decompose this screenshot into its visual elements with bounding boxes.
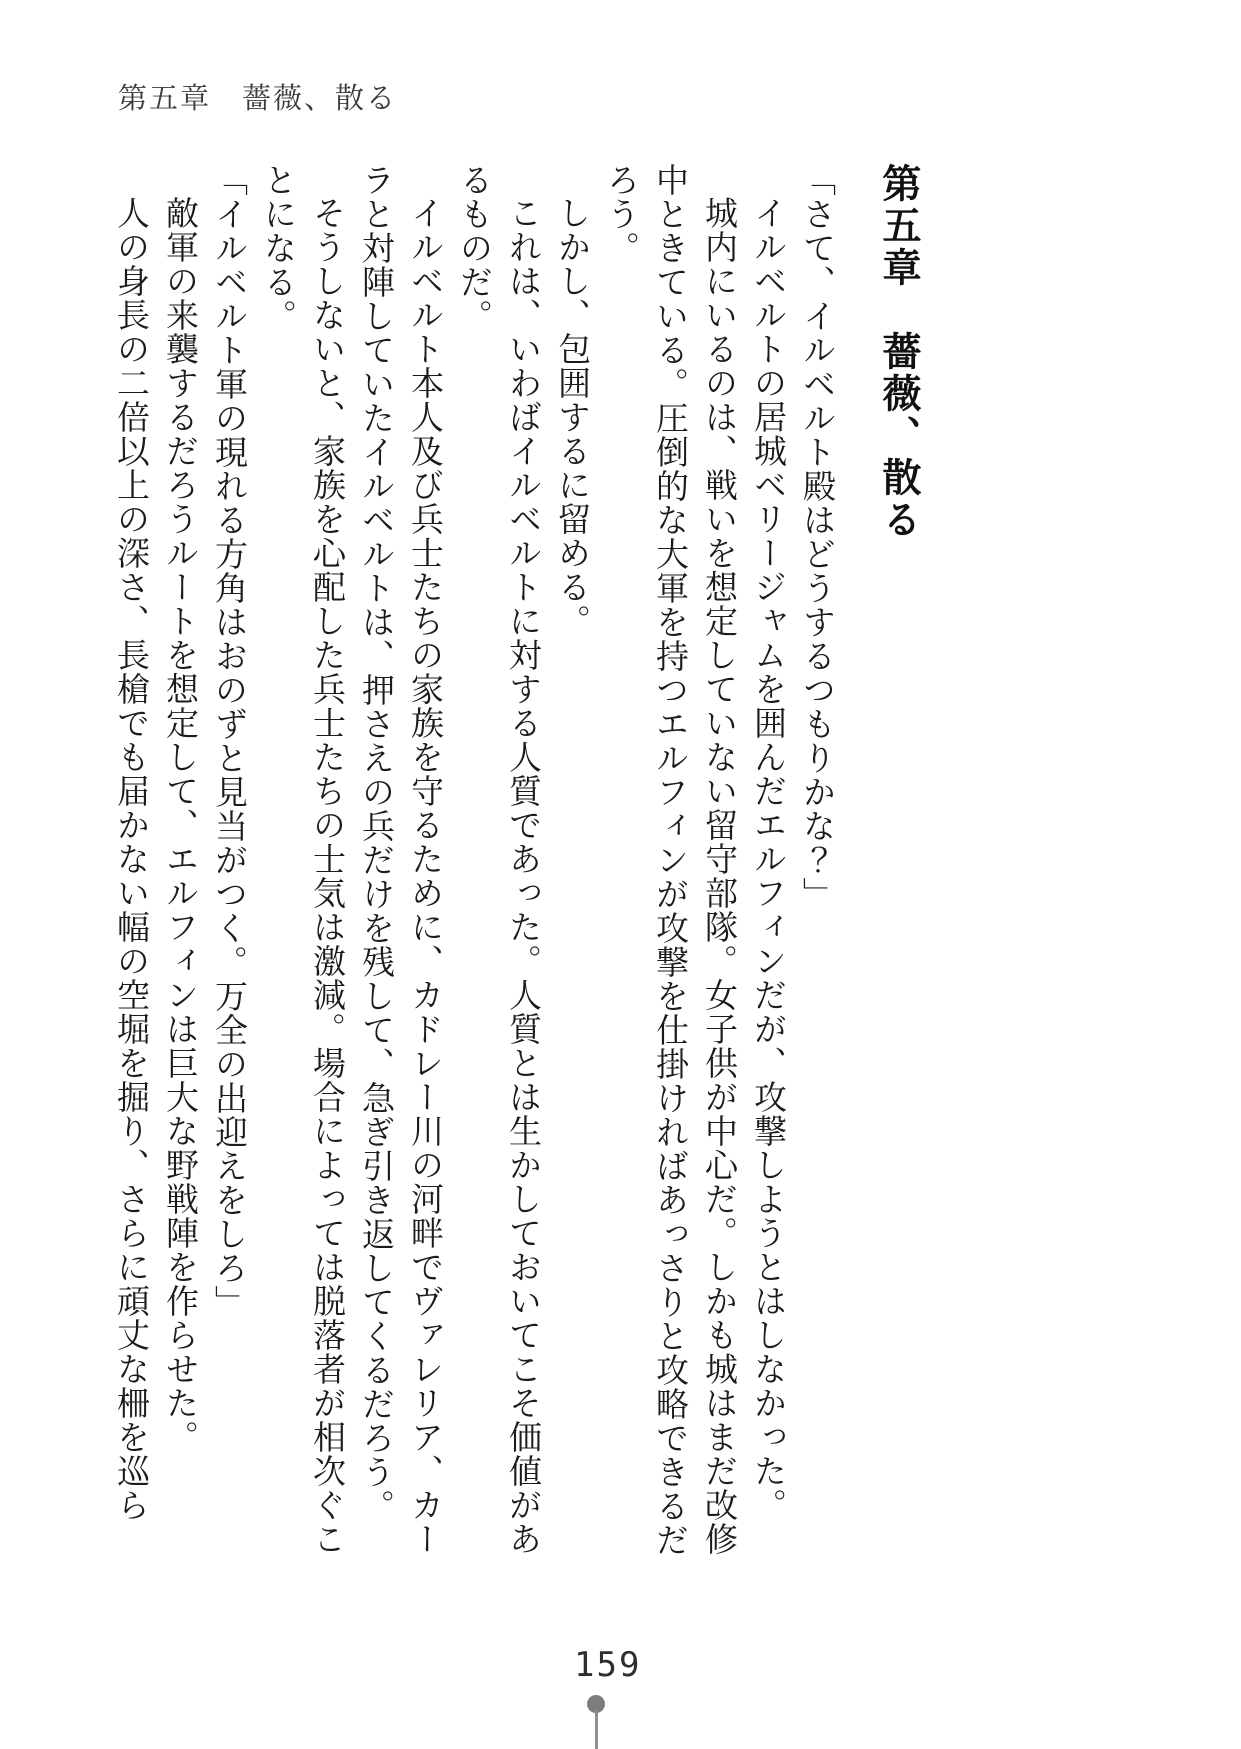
paragraph: 「さて、イルベルト殿はどうするつもりかな？」 [798, 163, 834, 911]
pin-line [595, 1711, 598, 1749]
chapter-title: 第五章 薔薇、散る [877, 163, 920, 541]
paragraph: 敵軍の来襲するだろうルートを想定して、エルフィンは巨大な野戦陣を作らせた。 [161, 196, 197, 1454]
bookmark-pin-icon[interactable] [586, 1695, 606, 1749]
paragraph: 「イルベルト軍の現れる方角はおのずと見当がつく。万全の出迎えをしろ」 [210, 163, 246, 1319]
page-number: 159 [574, 1645, 642, 1685]
main-text-block [105, 163, 930, 1563]
paragraph: イルベルトの居城ベリージャムを囲んだエルフィンだが、攻撃しようとはしなかった。 [749, 196, 785, 1522]
paragraph: 人の身長の二倍以上の深さ、長槍でも届かない幅の空堀を掘り、さらに頑丈な柵を巡ら [112, 196, 148, 1522]
paragraph: イルベルト本人及び兵士たちの家族を守るために、カドレー川の河畔でヴァレリア、カーラと対陣していたイルベルトは、押さえの兵だけを残して、急ぎ引き返してくるだろう。 [357, 163, 442, 1556]
running-header: 第五章 薔薇、散る [118, 83, 398, 115]
paragraph: しかし、包囲するに留める。 [553, 196, 589, 638]
paragraph: そうしないと、家族を心配した兵士たちの士気は激減。場合によっては脱落者が相次ぐことになる。 [259, 163, 344, 1556]
paragraph: これは、いわばイルベルトに対する人質であった。人質とは生かしておいてこそ価値があるものだ。 [455, 163, 540, 1556]
paragraph: 城内にいるのは、戦いを想定していない留守部隊。女子供が中心だ。しかも城はまだ改修中ときている。圧倒的な大軍を持つエルフィンが攻撃を仕掛ければあっさりと攻略できるだろう。 [602, 163, 736, 1557]
